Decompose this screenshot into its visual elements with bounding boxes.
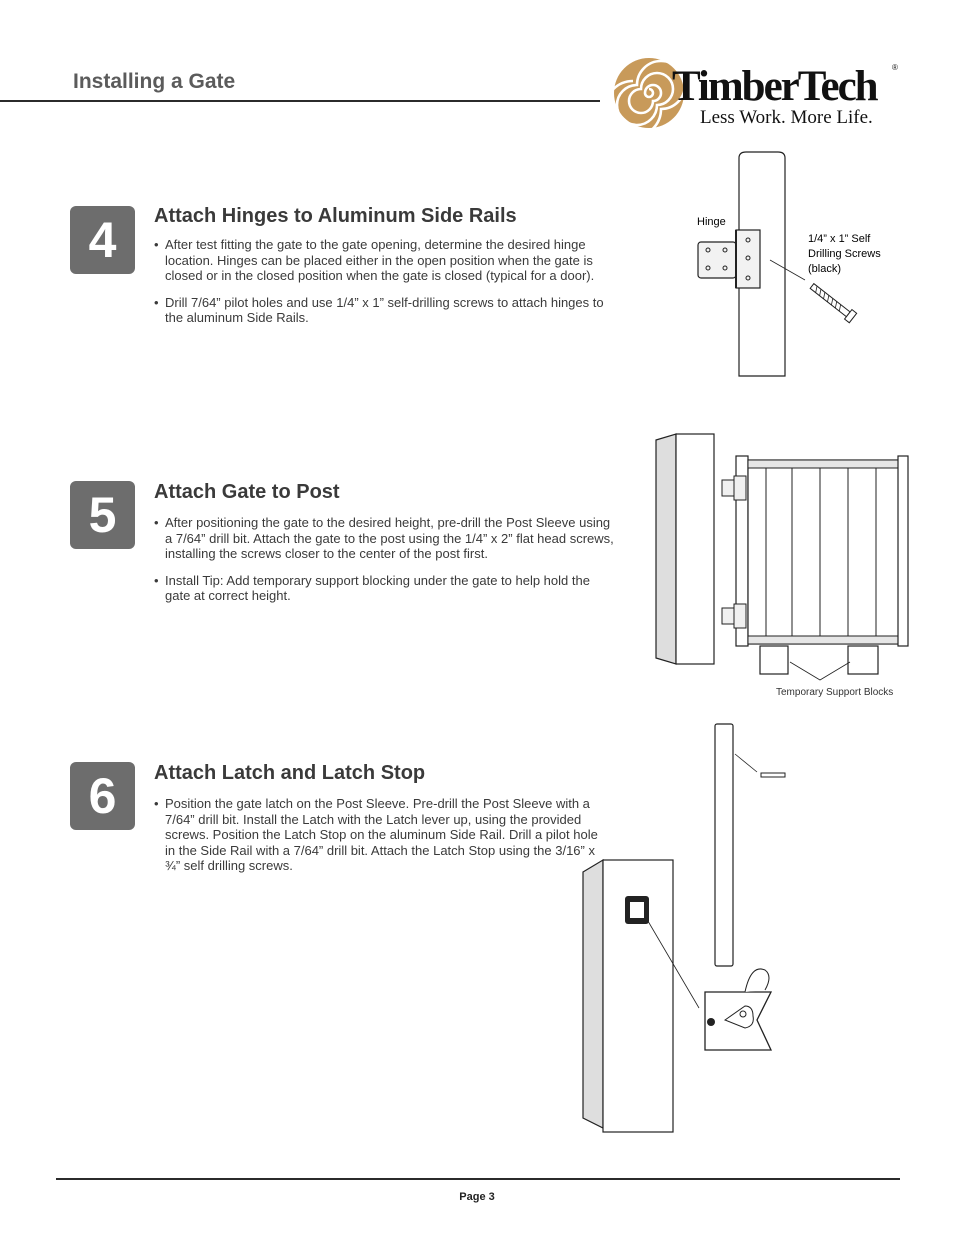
step-5-instructions xyxy=(154,515,616,615)
step-5-badge: 5 xyxy=(70,481,135,549)
brand-wordmark: TimberTech xyxy=(672,63,877,110)
list-item: • Position the gate latch on the Post Sleeve. Pre-drill the Post Sleeve with a 7/64” drill bit. Install the Latch with the Latch lever up, using the provided screws. Position the Latch Stop on the aluminum Side Rail. Drill a pilot hole in the Side Rail with a 7/64” drill bit. Attach the Latch Stop using the 3/16” x ¾” self drilling screws. xyxy=(154,796,606,874)
list-item: • Install Tip: Add temporary support blocking under the gate to help hold the gate at correct height. xyxy=(154,573,616,604)
step-6-title: Attach Latch and Latch Stop xyxy=(154,762,426,784)
footer-divider xyxy=(56,1178,900,1180)
step-5-title: Attach Gate to Post xyxy=(154,481,340,503)
hinge-diagram xyxy=(690,150,900,380)
step-6-instructions xyxy=(154,796,606,885)
screw-label-line-1: 1/4” x 1” Self xyxy=(808,233,871,245)
step-4-instructions xyxy=(154,237,614,337)
step-6-badge: 6 xyxy=(70,762,135,830)
step-4-title: Attach Hinges to Aluminum Side Rails xyxy=(154,205,517,227)
latch-diagram xyxy=(575,720,805,1140)
hinge-label: Hinge xyxy=(697,216,726,228)
screw-label-line-3: (black) xyxy=(808,263,842,275)
support-blocks-label: Temporary Support Blocks xyxy=(776,687,894,698)
header-divider xyxy=(0,100,600,102)
step-4-badge: 4 xyxy=(70,206,135,274)
list-item: • Drill 7/64” pilot holes and use 1/4” x 1” self-drilling screws to attach hinges to the aluminum Side Rails. xyxy=(154,295,614,326)
gate-to-post-diagram xyxy=(650,430,910,705)
list-item: • After positioning the gate to the desired height, pre-drill the Post Sleeve using a 7/64” drill bit. Attach the gate to the post using the 1/4” x 2” flat head screws, installing the screws closer to the center of the post first. xyxy=(154,515,616,562)
page-number: Page 3 xyxy=(459,1191,495,1203)
svg-text:®: ® xyxy=(892,63,898,72)
timbertech-logo xyxy=(612,56,902,130)
screw-label-line-2: Drilling Screws xyxy=(808,248,881,260)
list-item: • After test fitting the gate to the gate opening, determine the desired hinge location. Hinges can be placed either in the open position when the gate is closed or in the closed position when the gate is closed (typical for a door). xyxy=(154,237,614,284)
brand-tagline: Less Work. More Life. xyxy=(700,107,873,128)
page-title: Installing a Gate xyxy=(73,70,236,93)
